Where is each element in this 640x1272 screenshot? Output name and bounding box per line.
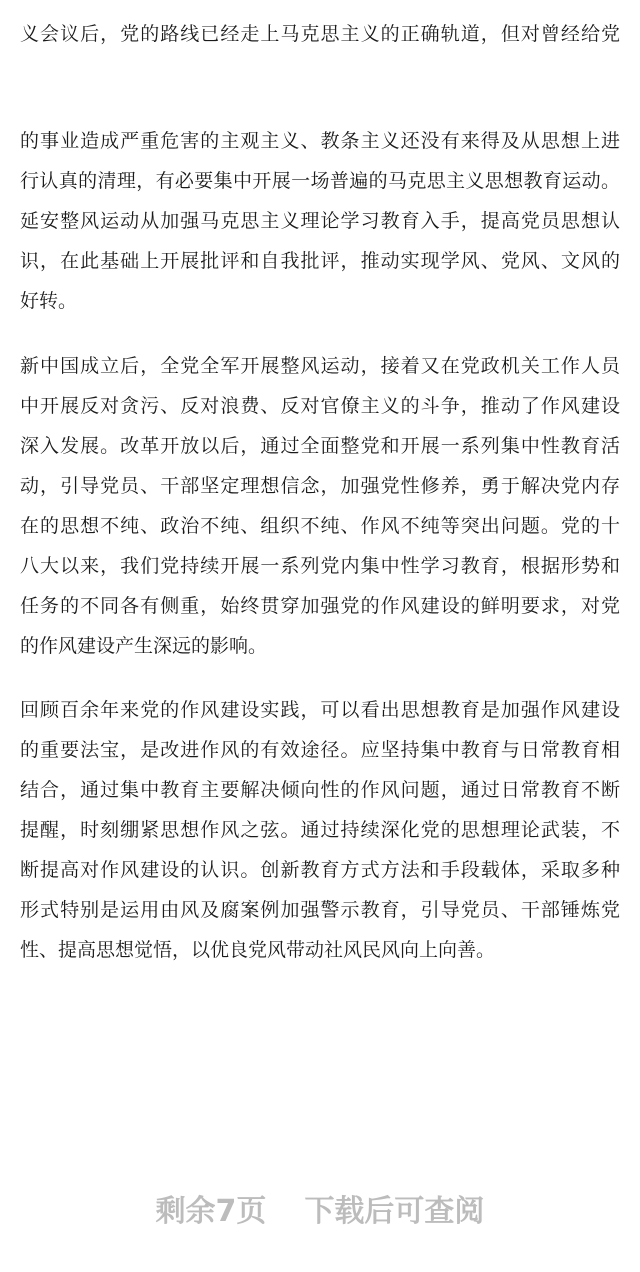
- download-to-view-label: 下载后可查阅: [304, 1194, 485, 1229]
- text-line: 八大以来，我们党持续开展一系列党内集中性学习教育，根据形势和: [20, 555, 620, 577]
- text-line: 新中国成立后，全党全军开展整风运动，接着又在党政机关工作人员: [20, 355, 620, 377]
- text-line: 行认真的清理，有必要集中开展一场普遍的马克思主义思想教育运动。: [20, 170, 620, 192]
- text-line: 回顾百余年来党的作风建设实践，可以看出思想教育是加强作风建设: [20, 699, 620, 721]
- text-line: 的作风建设产生深远的影响。: [20, 635, 268, 657]
- text-line: 提醒，时刻绷紧思想作风之弦。通过持续深化党的思想理论武装，不: [20, 819, 620, 841]
- text-line: 中开展反对贪污、反对浪费、反对官僚主义的斗争，推动了作风建设: [20, 395, 620, 417]
- text-line: 在的思想不纯、政治不纯、组织不纯、作风不纯等突出问题。党的十: [20, 515, 620, 537]
- text-line: 结合，通过集中教育主要解决倾向性的作风问题，通过日常教育不断: [20, 779, 620, 801]
- text-line: 延安整风运动从加强马克思主义理论学习教育入手，提高党员思想认: [20, 210, 620, 232]
- text-line: 义会议后，党的路线已经走上马克思主义的正确轨道，但对曾经给党: [20, 23, 620, 45]
- download-prompt[interactable]: [0, 1190, 640, 1234]
- text-line: 识，在此基础上开展批评和自我批评，推动实现学风、党风、文风的: [20, 250, 620, 272]
- text-line: 任务的不同各有侧重，始终贯穿加强党的作风建设的鲜明要求，对党: [20, 595, 620, 617]
- text-line: 深入发展。改革开放以后，通过全面整党和开展一系列集中性教育活: [20, 435, 620, 457]
- text-line: 断提高对作风建设的认识。创新教育方式方法和手段载体，采取多种: [20, 859, 620, 881]
- text-line: 的重要法宝，是改进作风的有效途径。应坚持集中教育与日常教育相: [20, 739, 620, 761]
- remaining-pages-label: 剩余7页: [155, 1194, 267, 1229]
- text-line: 性、提高思想觉悟，以优良党风带动社风民风向上向善。: [20, 939, 496, 961]
- text-line: 的事业造成严重危害的主观主义、教条主义还没有来得及从思想上进: [20, 130, 620, 152]
- text-line: 动，引导党员、干部坚定理想信念，加强党性修养，勇于解决党内存: [20, 475, 620, 497]
- text-line: 好转。: [20, 290, 78, 312]
- text-line: 形式特别是运用由风及腐案例加强警示教育，引导党员、干部锤炼党: [20, 899, 620, 921]
